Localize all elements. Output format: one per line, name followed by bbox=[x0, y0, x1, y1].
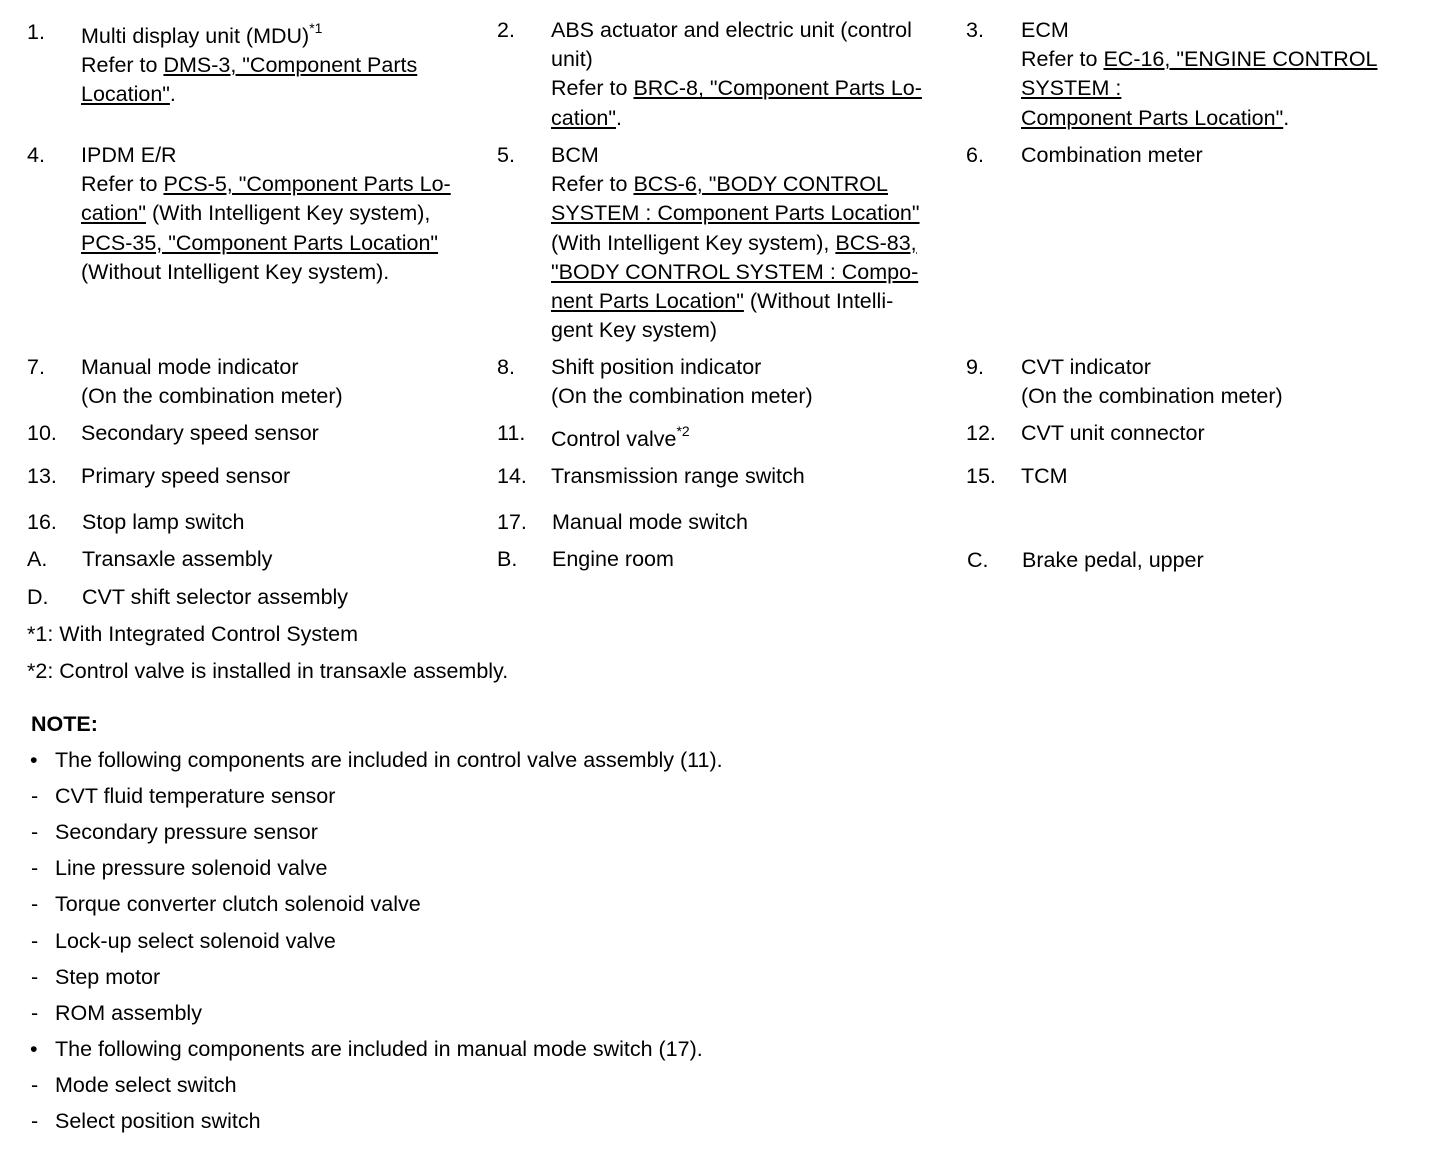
item-title: TCM bbox=[1021, 464, 1068, 488]
item-letter: D. bbox=[27, 585, 49, 609]
item-title: Manual mode switch bbox=[552, 510, 748, 534]
note-text: ROM assembly bbox=[55, 1001, 202, 1025]
item-letter: A. bbox=[27, 547, 48, 571]
reference-link-brc-8-cont[interactable]: cation" bbox=[551, 105, 617, 130]
refer-prefix: Refer to bbox=[81, 172, 164, 197]
item-subtitle: (On the combination meter) bbox=[1021, 384, 1283, 409]
note-title: NOTE: bbox=[31, 712, 98, 736]
item-number: 6. bbox=[966, 143, 984, 167]
dash-icon: - bbox=[31, 1001, 39, 1025]
item-number: 8. bbox=[497, 355, 515, 379]
item-title: Secondary speed sensor bbox=[81, 421, 319, 445]
refer-prefix: Refer to bbox=[1021, 47, 1104, 72]
item-subtitle: (On the combination meter) bbox=[551, 384, 813, 409]
refer-prefix: Refer to bbox=[551, 76, 634, 101]
reference-link-brc-8[interactable]: BRC-8, "Component Parts Lo- bbox=[633, 76, 922, 101]
refer-suffix: . bbox=[169, 82, 176, 107]
item-title: Shift position indicator bbox=[551, 355, 762, 379]
note-text: The following components are included in control valve assembly (11). bbox=[55, 748, 723, 772]
dash-icon: - bbox=[31, 1109, 39, 1133]
item-number: 5. bbox=[497, 143, 515, 167]
refer-tail-cont: gent Key system) bbox=[551, 318, 718, 343]
note-text: The following components are included in manual mode switch (17). bbox=[55, 1037, 703, 1061]
item-title: Combination meter bbox=[1021, 143, 1203, 167]
note-text: Mode select switch bbox=[55, 1073, 237, 1097]
item-number: 14. bbox=[497, 464, 527, 488]
item-title-cont: unit) bbox=[551, 47, 593, 72]
item-title: Transmission range switch bbox=[551, 464, 805, 488]
bullet-icon: • bbox=[30, 1037, 38, 1061]
reference-link-dms-3[interactable]: DMS-3, "Component Parts bbox=[163, 53, 418, 78]
item-title: Control valve bbox=[551, 427, 677, 451]
item-number: 15. bbox=[966, 464, 996, 488]
reference-link-bcs-83[interactable]: BCS-83, bbox=[835, 230, 917, 255]
item-title: IPDM E/R bbox=[81, 143, 177, 167]
item-title: CVT unit connector bbox=[1021, 421, 1205, 445]
reference-link-ec-16[interactable]: EC-16, "ENGINE CONTROL bbox=[1103, 47, 1378, 72]
dash-icon: - bbox=[31, 1073, 39, 1097]
refer-tail: (Without Intelli- bbox=[743, 289, 894, 314]
note-text: CVT fluid temperature sensor bbox=[55, 784, 336, 808]
reference-link-ec-16-cont[interactable]: SYSTEM : bbox=[1021, 76, 1122, 101]
reference-link-ec-16-cont2[interactable]: Component Parts Location" bbox=[1021, 105, 1284, 130]
note-text: Secondary pressure sensor bbox=[55, 820, 318, 844]
item-number: 17. bbox=[497, 510, 527, 534]
item-title: CVT indicator bbox=[1021, 355, 1151, 379]
reference-link-bcs-83-cont[interactable]: "BODY CONTROL SYSTEM : Compo- bbox=[551, 259, 919, 284]
item-title: ECM bbox=[1021, 18, 1069, 42]
item-number: 10. bbox=[27, 421, 57, 445]
item-letter: C. bbox=[967, 548, 989, 572]
item-number: 3. bbox=[966, 18, 984, 42]
item-title: Manual mode indicator bbox=[81, 355, 299, 379]
reference-link-dms-3-cont[interactable]: Location" bbox=[81, 82, 170, 107]
dash-icon: - bbox=[31, 784, 39, 808]
item-title: Transaxle assembly bbox=[82, 547, 273, 571]
item-title: Primary speed sensor bbox=[81, 464, 291, 488]
reference-link-bcs-6-cont[interactable]: SYSTEM : Component Parts Location" bbox=[551, 201, 920, 226]
item-number: 16. bbox=[27, 510, 57, 534]
refer-tail: (Without Intelligent Key system). bbox=[81, 259, 390, 284]
refer-prefix: Refer to bbox=[551, 172, 634, 197]
item-number: 1. bbox=[27, 20, 45, 44]
reference-link-bcs-6[interactable]: BCS-6, "BODY CONTROL bbox=[633, 172, 888, 197]
footnote-marker: *2 bbox=[676, 422, 690, 439]
item-title: Multi display unit (MDU) bbox=[81, 24, 310, 48]
item-title: Brake pedal, upper bbox=[1022, 548, 1204, 572]
item-subtitle: (On the combination meter) bbox=[81, 384, 343, 409]
reference-link-pcs-35[interactable]: PCS-35, "Component Parts Location" bbox=[81, 230, 439, 255]
dash-icon: - bbox=[31, 965, 39, 989]
note-text: Step motor bbox=[55, 965, 161, 989]
refer-suffix: . bbox=[616, 105, 622, 130]
item-number: 11. bbox=[497, 421, 526, 445]
item-title: CVT shift selector assembly bbox=[82, 585, 349, 609]
reference-link-pcs-5-cont[interactable]: cation" bbox=[81, 201, 147, 226]
note-text: Select position switch bbox=[55, 1109, 261, 1133]
footnote-1: *1: With Integrated Control System bbox=[27, 622, 359, 646]
item-number: 7. bbox=[27, 355, 45, 379]
item-title: ABS actuator and electric unit (control bbox=[551, 18, 912, 42]
note-text: Lock-up select solenoid valve bbox=[55, 929, 336, 953]
reference-link-pcs-5[interactable]: PCS-5, "Component Parts Lo- bbox=[163, 172, 451, 197]
item-title: Engine room bbox=[552, 547, 674, 571]
item-number: 13. bbox=[27, 464, 57, 488]
reference-link-bcs-83-cont2[interactable]: nent Parts Location" bbox=[551, 289, 744, 314]
item-title: BCM bbox=[551, 143, 599, 167]
item-number: 12. bbox=[966, 421, 996, 445]
refer-suffix: . bbox=[1283, 105, 1290, 130]
refer-mid: (With Intelligent Key system), bbox=[551, 230, 836, 255]
dash-icon: - bbox=[31, 892, 39, 916]
item-number: 2. bbox=[497, 18, 515, 42]
dash-icon: - bbox=[31, 856, 39, 880]
dash-icon: - bbox=[31, 820, 39, 844]
refer-mid: (With Intelligent Key system), bbox=[146, 201, 431, 226]
dash-icon: - bbox=[31, 929, 39, 953]
note-text: Torque converter clutch solenoid valve bbox=[55, 892, 421, 916]
refer-prefix: Refer to bbox=[81, 53, 164, 78]
item-number: 4. bbox=[27, 143, 45, 167]
footnote-2: *2: Control valve is installed in transaxle assembly. bbox=[27, 659, 509, 683]
item-letter: B. bbox=[497, 547, 518, 571]
bullet-icon: • bbox=[30, 748, 38, 772]
note-text: Line pressure solenoid valve bbox=[55, 856, 328, 880]
item-number: 9. bbox=[966, 355, 984, 379]
footnote-marker: *1 bbox=[309, 19, 323, 36]
item-title: Stop lamp switch bbox=[82, 510, 245, 534]
